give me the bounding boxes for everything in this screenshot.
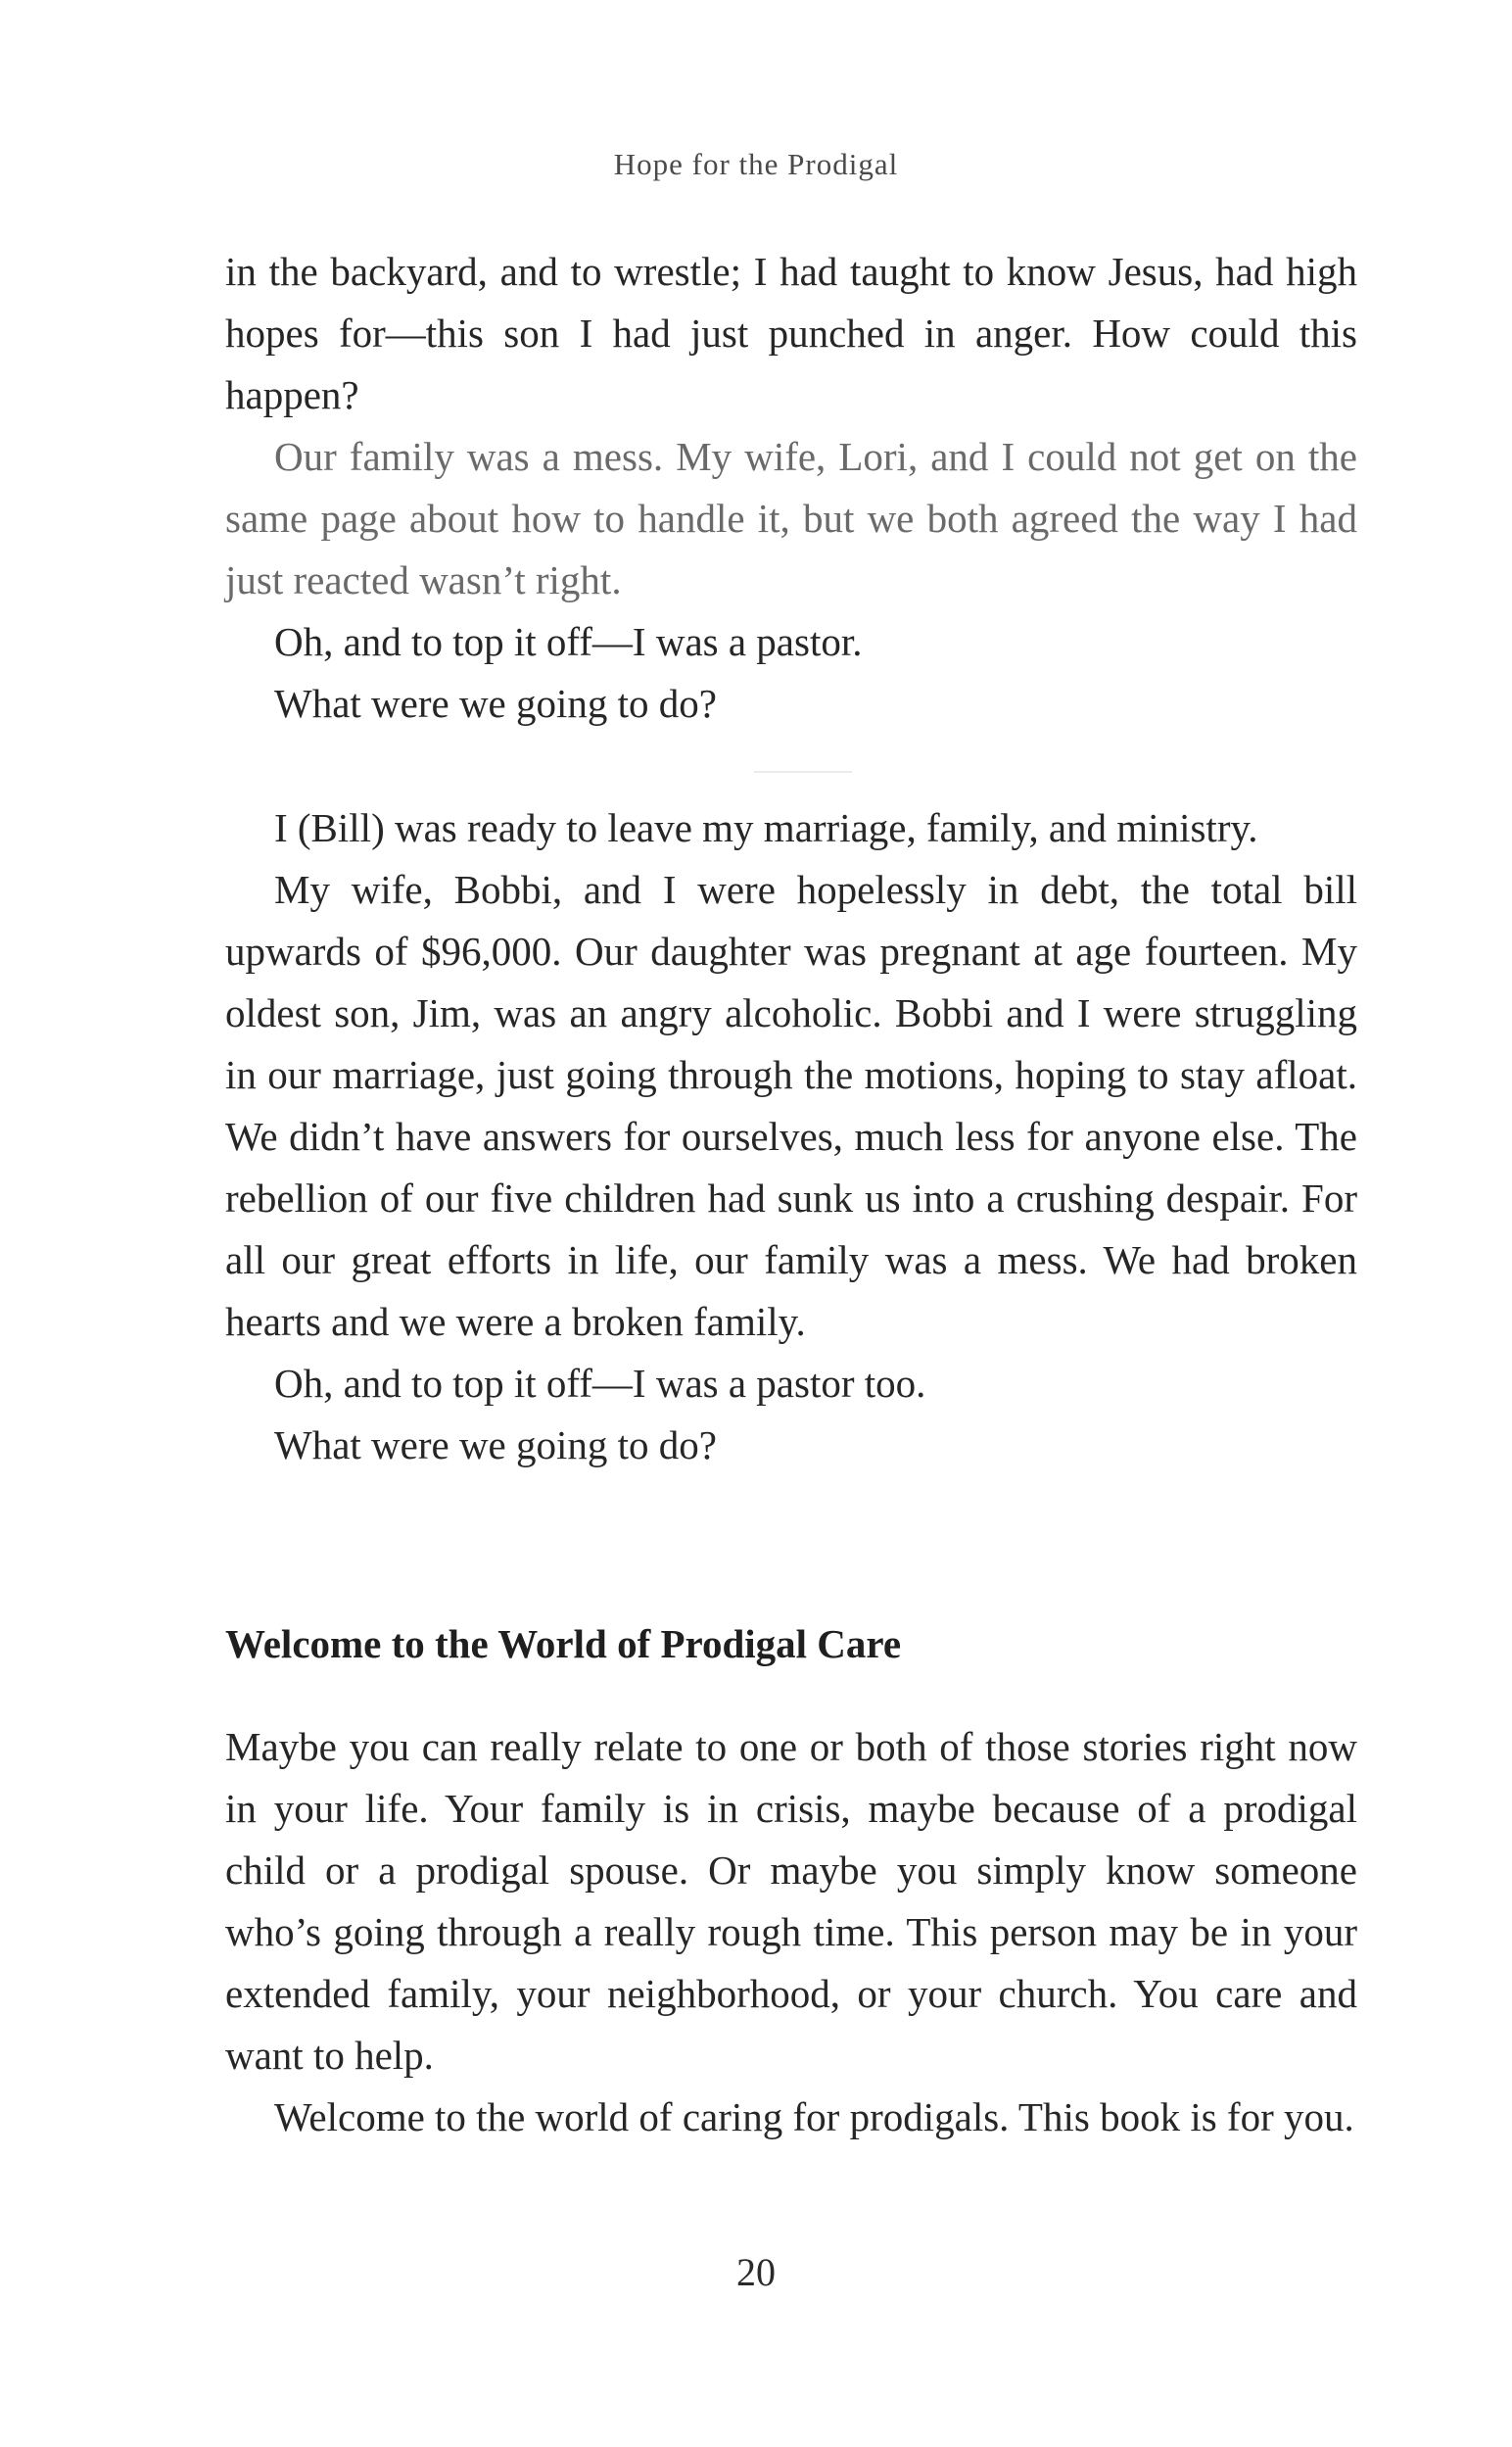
running-head: Hope for the Prodigal	[613, 147, 899, 181]
page-number: 20	[736, 2250, 776, 2294]
story-two	[225, 797, 1357, 1476]
story-one-paragraph-4: What were we going to do?	[274, 681, 717, 726]
story-one-paragraph-1: in the backyard, and to wrestle; I had taught to know Jesus, had high hopes for—this son I had just punched in anger. How could this happen?	[225, 249, 1357, 417]
section-heading: Welcome to the World of Prodigal Care	[225, 1621, 902, 1666]
story-one-paragraph-2: Our family was a mess. My wife, Lori, and I could not get on the same page about how to handle it, but we both agreed the way I had just reacted wasn’t right.	[225, 434, 1357, 602]
story-two-paragraph-1: I (Bill) was ready to leave my marriage, family, and ministry.	[274, 805, 1258, 850]
scene-break-divider	[754, 771, 852, 773]
story-two-paragraph-2: My wife, Bobbi, and I were hopelessly in debt, the total bill upwards of $96,000. Our daughter was pregnant at age fourteen. My oldest son, Jim, was an angry alcoholic. Bobbi and I were struggling in our marriage, just going through the motions, hoping to stay afloat. We didn’t have answers for ourselves, much less for anyone else. The rebellion of our five children had sunk us into a crushing despair. For all our great efforts in life, our family was a mess. We had broken hearts and we were a broken family.	[225, 867, 1357, 1344]
section-paragraph-1: Maybe you can really relate to one or both of those stories right now in your life. Your family is in crisis, maybe because of a prodigal child or a prodigal spouse. Or maybe you simply know someone who’s going through a really rough time. This person may be in your extended family, your neighborhood, or your church. You care and want to help.	[225, 1724, 1357, 2078]
story-one	[225, 241, 1357, 735]
section-paragraph-2: Welcome to the world of caring for prodigals. This book is for you.	[274, 2094, 1354, 2139]
story-two-paragraph-4: What were we going to do?	[274, 1422, 717, 1467]
story-one-paragraph-3: Oh, and to top it off—I was a pastor.	[274, 619, 863, 664]
story-two-paragraph-3: Oh, and to top it off—I was a pastor too.	[274, 1361, 926, 1406]
section-body	[225, 1716, 1357, 2148]
